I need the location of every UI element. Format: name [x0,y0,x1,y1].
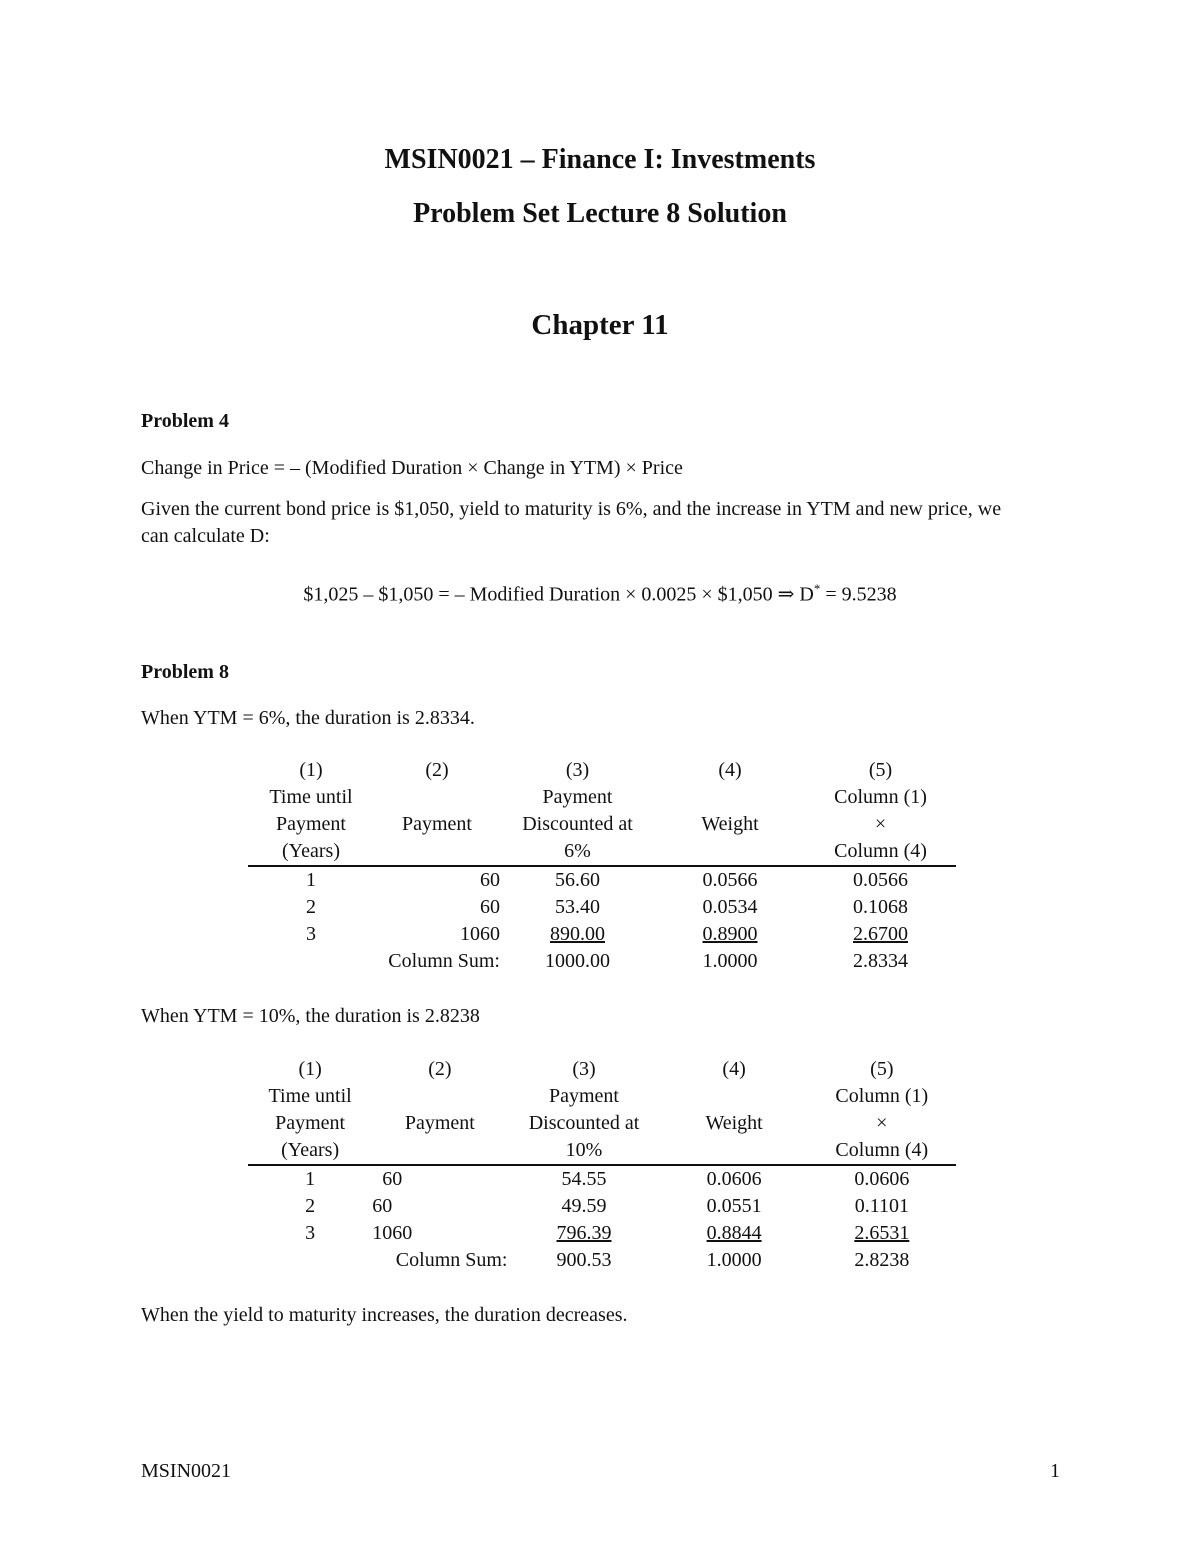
col-header: (4) Weight [655,757,805,866]
calc-superscript: * [813,581,821,596]
col-header: (2) Payment [372,1056,507,1165]
problem-4-calculation [0,577,1200,607]
problem-8-intro-6pct: When YTM = 6%, the duration is 2.8334. [141,707,475,729]
cell: 1060 [460,923,500,945]
table-sum-row [248,948,956,975]
cell: 0.1101 [854,1195,909,1217]
sum-cell: 1.0000 [706,1249,762,1271]
problem-8-conclusion: When the yield to maturity increases, the duration decreases. [141,1304,628,1326]
col-header: (3) Payment Discounted at 10% [508,1056,661,1165]
chapter-heading: Chapter 11 [531,309,669,341]
col-header: (5) Column (1) × Column (4) [805,757,956,866]
cell: 890.00 [550,923,605,945]
col-header: (5) Column (1) × Column (4) [808,1056,956,1165]
problem-8-intro-10pct: When YTM = 10%, the duration is 2.8238 [141,1005,480,1027]
cell: 0.0566 [702,869,758,891]
col-header: (1) Time until Payment (Years) [248,1056,372,1165]
cell: 0.0534 [702,896,758,918]
problem-8-heading: Problem 8 [141,661,229,683]
cell: 3 [306,923,316,945]
col-header: (3) Payment Discounted at 6% [500,757,655,866]
col-header: (4) Weight [661,1056,808,1165]
table-row [248,866,956,894]
sum-cell: 2.8334 [853,950,908,972]
duration-table-6pct [248,757,956,975]
table-sum-row [248,1247,956,1274]
cell: 3 [305,1222,316,1244]
cell: 0.8844 [706,1222,762,1244]
cell: 2 [306,896,316,918]
cell: 60 [480,896,500,918]
sum-label: Column Sum: [388,950,500,972]
cell: 56.60 [555,869,600,891]
cell: 1 [305,1168,316,1190]
sum-cell: 1000.00 [545,950,610,972]
sum-cell: 1.0000 [702,950,758,972]
cell: 0.8900 [702,923,758,945]
cell: 2.6700 [853,923,908,945]
table-row [248,921,956,948]
col-header: (1) Time until Payment (Years) [248,757,374,866]
cell: 0.0566 [853,869,908,891]
calc-right: = 9.5238 [820,583,897,606]
sum-cell: 2.8238 [854,1249,910,1271]
duration-table-10pct [248,1056,956,1274]
cell: 53.40 [555,896,600,918]
col-header: (2) Payment [374,757,500,866]
table-header-row [248,1056,956,1165]
cell: 54.55 [561,1168,607,1190]
sum-cell: 900.53 [556,1249,612,1271]
problem-4-heading: Problem 4 [141,410,229,432]
cell: 2 [305,1195,316,1217]
cell: 0.0606 [706,1168,762,1190]
table-header-row [248,757,956,866]
cell: 1 [306,869,316,891]
cell: 60 [480,869,500,891]
sum-label: Column Sum: [395,1249,508,1271]
cell: 0.1068 [853,896,908,918]
page-number: 1 [1050,1460,1060,1482]
cell: 49.59 [561,1195,607,1217]
footer-course-code: MSIN0021 [141,1460,232,1482]
problem-4-formula: Change in Price = – (Modified Duration × Change in YTM) × Price [141,457,683,479]
document-subtitle: Problem Set Lecture 8 Solution [413,198,787,229]
cell: 0.0606 [854,1168,910,1190]
table-row [248,1220,956,1247]
document-title: MSIN0021 – Finance I: Investments [384,144,816,175]
cell: 796.39 [556,1222,612,1244]
cell: 0.0551 [706,1195,762,1217]
table-row [248,894,956,921]
cell: 60 [382,1168,403,1190]
cell: 2.6531 [854,1222,910,1244]
cell: 1060 [372,1222,413,1244]
cell: 60 [372,1195,393,1217]
table-row [248,1193,956,1220]
problem-4-given: Given the current bond price is $1,050, yield to maturity is 6%, and the increase in YTM and new price, we can calculate D: [141,498,1002,547]
calc-left: $1,025 – $1,050 = – Modified Duration × 0.0025 × $1,050 ⇒ D [303,583,814,606]
table-row [248,1165,956,1193]
